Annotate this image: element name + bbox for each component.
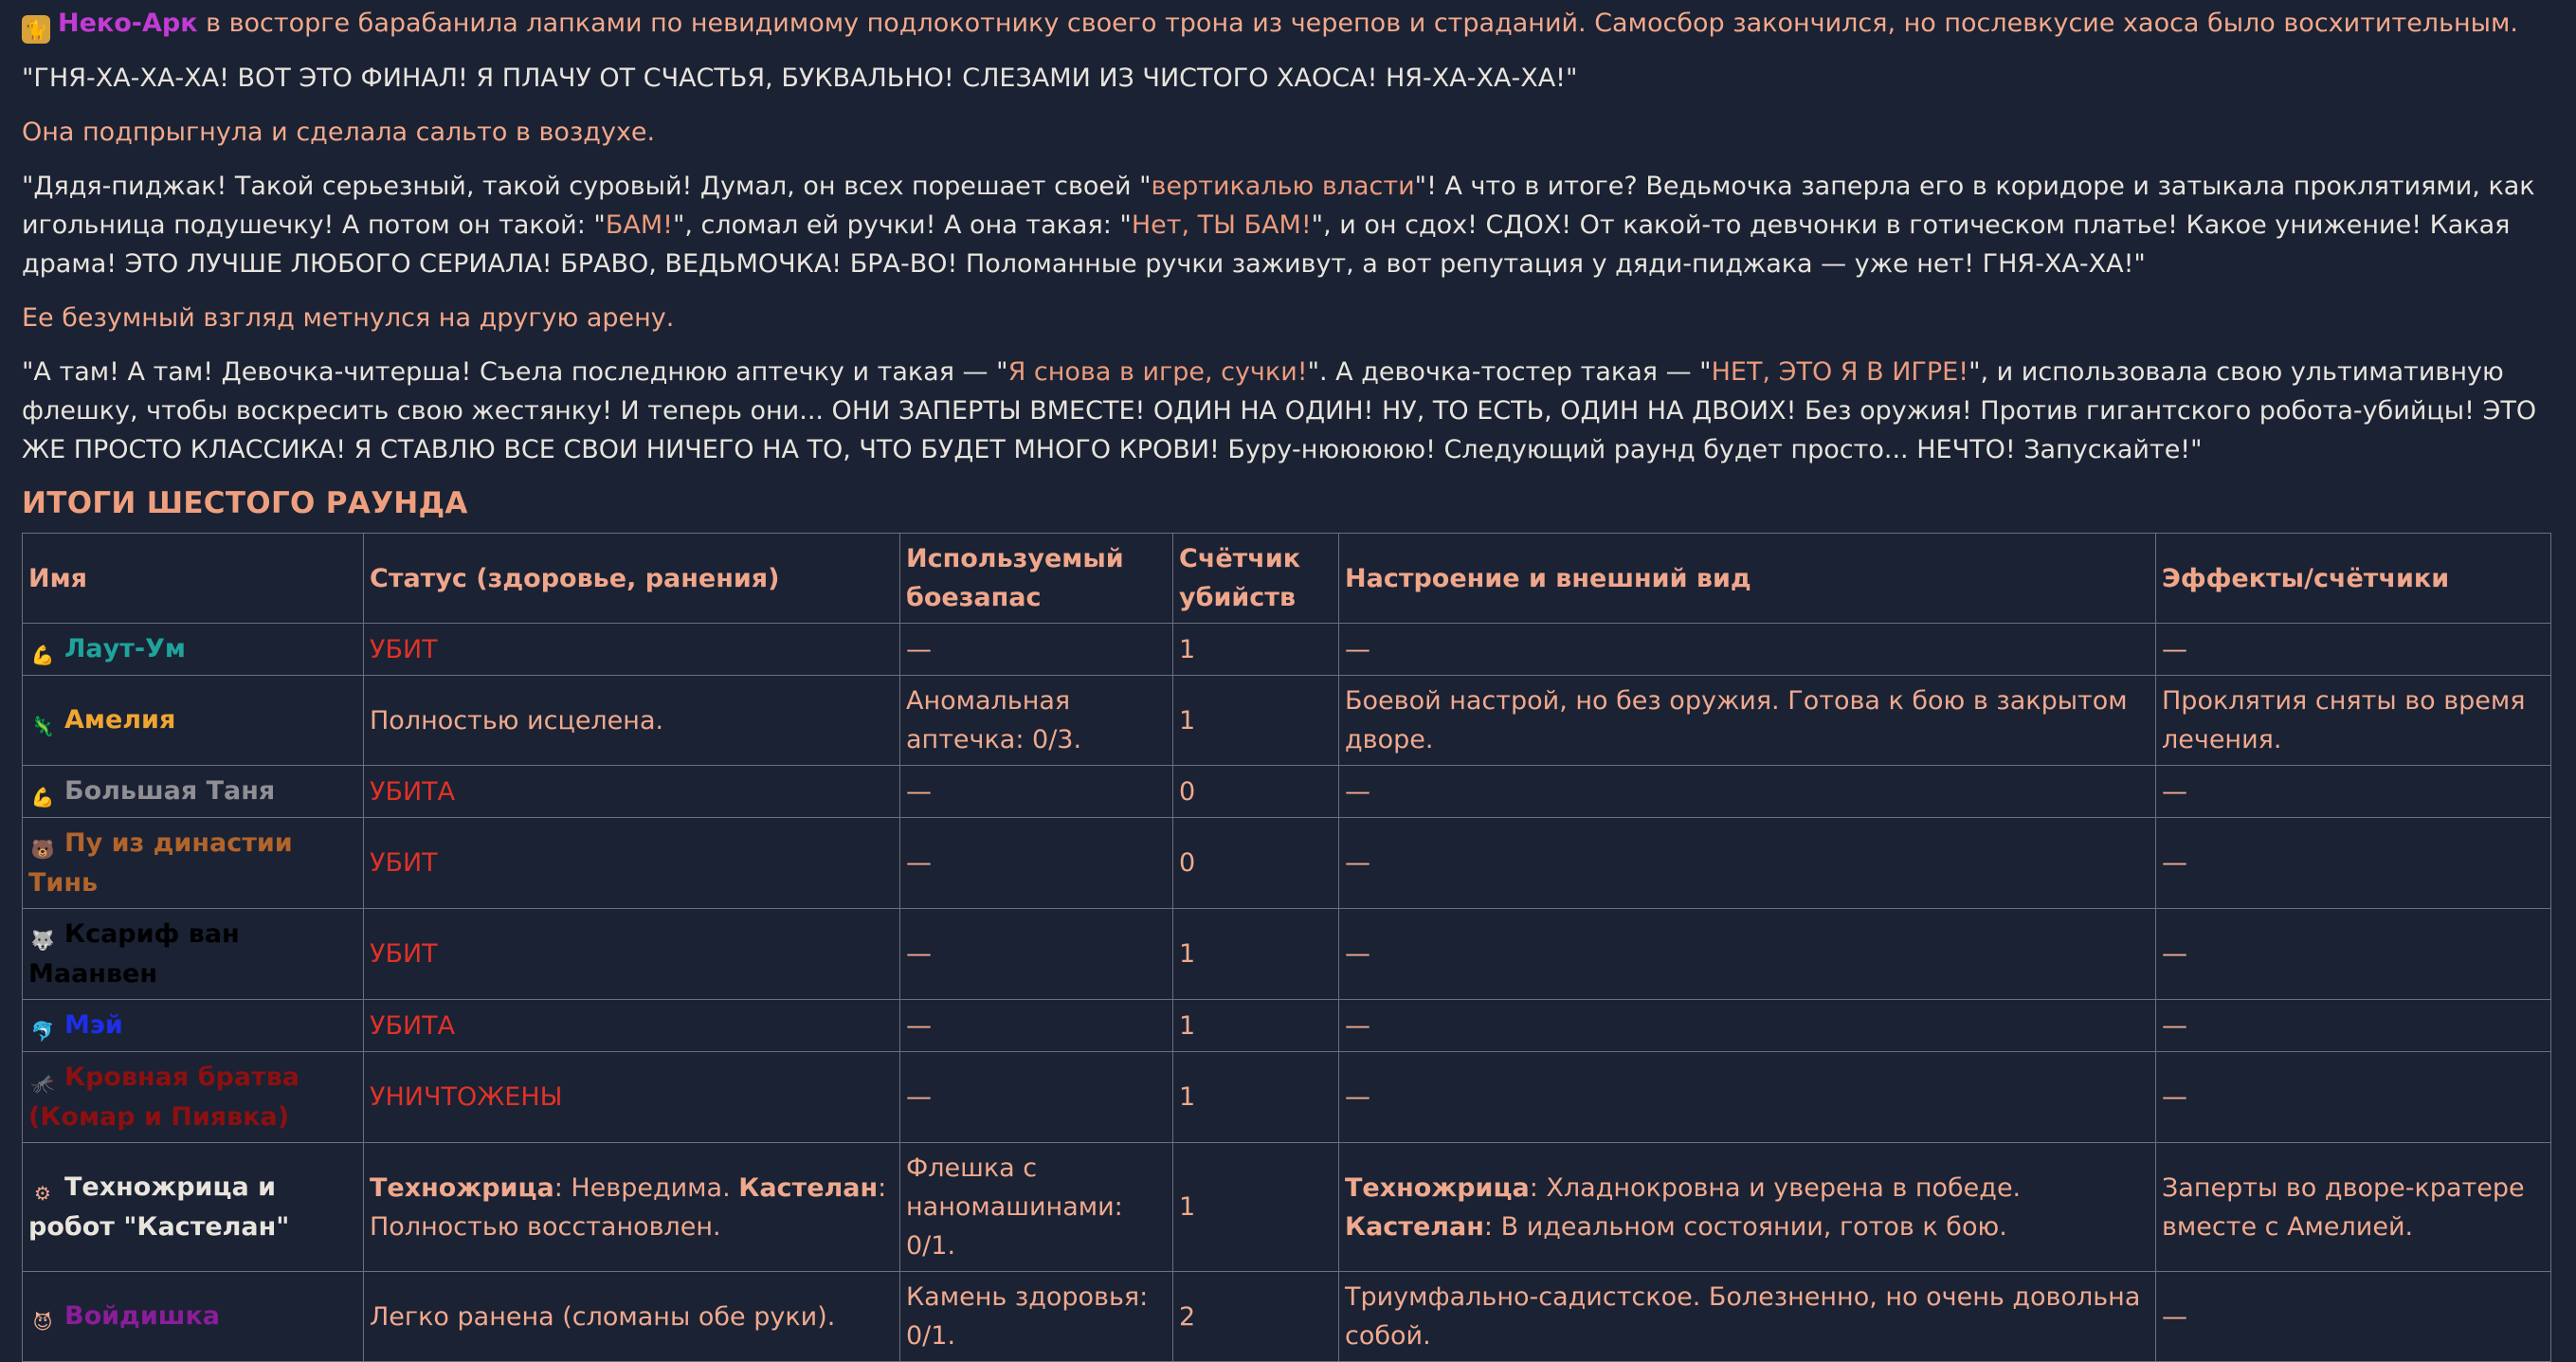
quote-text: ", и использовала свою ультимативную флешку, чтобы воскресить свою жестянку! И теперь они... ОНИ ЗАПЕРТЫ ВМЕСТЕ! ОДИН НА ОДИН! НУ, ТО ЕСТЬ, ОДИН НА ДВОИХ! Без оружия! Против гигантского робота-убийцы! ЭТО ЖЕ ПРОСТО КЛАССИКА! Я СТАВЛЮ ВСЕ СВОИ НИЧЕГО НА ТО, ЧТО БУДЕТ МНОГО КРОВИ! Буру-нююююю! Следующий раунд будет просто... НЕЧТО! Запускайте!" [22, 357, 2537, 464]
name-cell [23, 1272, 364, 1362]
ammo-cell: Камень здоровья: 0/1. [900, 1272, 1173, 1362]
table-row [23, 818, 2551, 909]
kills-cell: 1 [1173, 1052, 1339, 1143]
ammo-cell: Аномальная аптечка: 0/3. [900, 676, 1173, 766]
quote-1: "ГНЯ-ХА-ХА-ХА! ВОТ ЭТО ФИНАЛ! Я ПЛАЧУ ОТ СЧАСТЬЯ, БУКВАЛЬНО! СЛЕЗАМИ ИЗ ЧИСТОГО ХАОСА! НЯ-ХА-ХА-ХА!" [22, 64, 1578, 93]
dolphin-icon: 🐬 [30, 1020, 55, 1043]
character-name: Войдишка [64, 1301, 220, 1331]
mood-cell: — [1339, 624, 2156, 676]
table-row [23, 766, 2551, 818]
mood-cell: Триумфально-садистское. Болезненно, но очень довольна собой. [1339, 1272, 2156, 1362]
mood-cell: Боевой настрой, но без оружия. Готова к бою в закрытом дворе. [1339, 676, 2156, 766]
quote-text: "Дядя-пиджак! Такой серьезный, такой суровый! Думал, он всех порешает своей " [22, 172, 1152, 201]
quote-text: "А там! А там! Девочка-читерша! Съела последнюю аптечку и такая — " [22, 357, 1008, 387]
intro-line [22, 4, 2554, 44]
mood-text: : В идеальном состоянии, готов к бою. [1483, 1211, 2007, 1242]
quote-text: ". А девочка-тостер такая — " [1307, 357, 1712, 387]
intro-text: в восторге барабанила лапками по невидимому подлокотнику своего трона из черепов и страданий. Самосбор закончился, но послевкусие хаоса было восхитительным. [197, 9, 2518, 38]
quote-text: "! А что в итоге? Ведьмочка заперла его в коридоре и затыкала проклятиями, как игольница подушечку! А потом он такой: " [22, 172, 2535, 240]
kills-cell: 2 [1173, 1272, 1339, 1362]
table-header-row [23, 534, 2551, 624]
mood-text: : Хладнокровна и уверена в победе. [1529, 1172, 2022, 1203]
ammo-cell: — [900, 1000, 1173, 1052]
kills-cell: 0 [1173, 818, 1339, 909]
name-cell [23, 676, 364, 766]
ammo-cell: — [900, 818, 1173, 909]
column-header: Настроение и внешний вид [1339, 534, 2156, 624]
name-cell [23, 766, 364, 818]
quote-text: ", сломал ей ручки! А она такая: " [672, 210, 1132, 240]
column-header: Имя [23, 534, 364, 624]
character-name: Ксариф ван Маанвен [28, 919, 240, 989]
quote-highlight: вертикалью власти [1151, 172, 1415, 201]
ammo-cell: Флешка с наномашинами: 0/1. [900, 1143, 1173, 1272]
mood-label: Техножрица [1345, 1172, 1530, 1203]
table-row [23, 676, 2551, 766]
name-cell [23, 1052, 364, 1143]
character-name: Пу из династии Тинь [28, 828, 293, 898]
ammo-cell: — [900, 624, 1173, 676]
character-name: Кровная братва (Комар и Пиявка) [28, 1062, 299, 1132]
quote-highlight: Нет, ТЫ БАМ! [1131, 210, 1312, 240]
quote-text: ", и он сдох! СДОХ! От какой-то девчонки в готическом платье! Какое унижение! Какая драма! ЭТО ЛУЧШЕ ЛЮБОГО СЕРИАЛА! БРАВО, ВЕДЬМОЧКА! БРА-ВО! Поломанные ручки заживут, а вот репутация у дяди-пиджака — уже нет! ГНЯ-ХА-ХА!" [22, 210, 2511, 279]
column-header: Счётчик убийств [1173, 534, 1339, 624]
cat-icon: 🐈 [22, 15, 50, 44]
status-cell: Легко ранена (сломаны обе руки). [364, 1272, 900, 1362]
table-row [23, 1052, 2551, 1143]
mood-label: Кастелан [1345, 1211, 1484, 1242]
mood-cell: — [1339, 1052, 2156, 1143]
mosquito-icon: 🦟 [30, 1072, 55, 1095]
kills-cell: 1 [1173, 676, 1339, 766]
character-name: Техножрица и робот "Кастелан" [28, 1172, 290, 1242]
table-row [23, 909, 2551, 1000]
table-row [23, 1143, 2551, 1272]
quote-3 [22, 353, 2554, 469]
effects-cell: Проклятия сняты во время лечения. [2156, 676, 2551, 766]
status-text: : Полностью восстановлен. [370, 1172, 887, 1242]
effects-cell: — [2156, 1000, 2551, 1052]
kills-cell: 1 [1173, 1143, 1339, 1272]
status-cell: УБИТ [364, 909, 900, 1000]
mechanical-arm-icon: 💪 [30, 644, 55, 666]
character-name: Амелия [64, 705, 176, 735]
status-text: : Невредима. [553, 1172, 739, 1203]
name-cell [23, 818, 364, 909]
character-name: Большая Таня [64, 776, 276, 806]
name-cell [23, 909, 364, 1000]
name-cell [23, 624, 364, 676]
column-header: Используемый боезапас [900, 534, 1173, 624]
effects-cell: — [2156, 909, 2551, 1000]
section-title: ИТОГИ ШЕСТОГО РАУНДА [22, 486, 468, 520]
character-name: Лаут-Ум [64, 634, 186, 663]
status-cell: УБИТ [364, 818, 900, 909]
table-row [23, 1000, 2551, 1052]
column-header: Эффекты/счётчики [2156, 534, 2551, 624]
quote-highlight: БАМ! [605, 210, 673, 240]
devil-icon: 😈 [32, 1311, 53, 1334]
kills-cell: 1 [1173, 624, 1339, 676]
column-header: Статус (здоровье, ранения) [364, 534, 900, 624]
narration-1: Она подпрыгнула и сделала сальто в воздухе. [22, 118, 656, 147]
status-cell: УБИТ [364, 624, 900, 676]
effects-cell: — [2156, 1272, 2551, 1362]
status-cell: УНИЧТОЖЕНЫ [364, 1052, 900, 1143]
ammo-cell: — [900, 766, 1173, 818]
mood-cell: — [1339, 909, 2156, 1000]
effects-cell: Заперты во дворе-кратере вместе с Амелией. [2156, 1143, 2551, 1272]
name-cell [23, 1000, 364, 1052]
character-name: Мэй [64, 1010, 123, 1040]
status-label: Кастелан [738, 1172, 879, 1203]
kills-cell: 1 [1173, 1000, 1339, 1052]
mood-cell: — [1339, 766, 2156, 818]
effects-cell: — [2156, 766, 2551, 818]
quote-highlight: Я снова в игре, сучки! [1007, 357, 1308, 387]
bear-icon: 🐻 [30, 838, 55, 861]
effects-cell: — [2156, 818, 2551, 909]
ammo-cell: — [900, 1052, 1173, 1143]
ammo-cell: — [900, 909, 1173, 1000]
lizard-icon: 🦎 [30, 715, 55, 737]
status-cell: УБИТА [364, 1000, 900, 1052]
narration-2: Ее безумный взгляд метнулся на другую арену. [22, 303, 675, 333]
status-cell: УБИТА [364, 766, 900, 818]
kills-cell: 1 [1173, 909, 1339, 1000]
status-cell: Полностью исцелена. [364, 676, 900, 766]
effects-cell: — [2156, 624, 2551, 676]
effects-cell: — [2156, 1052, 2551, 1143]
kills-cell: 0 [1173, 766, 1339, 818]
status-label: Техножрица [370, 1172, 554, 1203]
mood-cell: — [1339, 1000, 2156, 1052]
results-table [22, 533, 2551, 1362]
mood-cell: — [1339, 818, 2156, 909]
status-cell [364, 1143, 900, 1272]
gear-icon: ⚙ [34, 1182, 51, 1205]
table-row [23, 1272, 2551, 1362]
quote-2 [22, 167, 2554, 283]
quote-highlight: НЕТ, ЭТО Я В ИГРЕ! [1711, 357, 1969, 387]
flexed-biceps-icon: 💪 [30, 786, 55, 808]
table-row [23, 624, 2551, 676]
speaker-name: Неко-Арк [58, 9, 198, 38]
name-cell [23, 1143, 364, 1272]
mood-cell [1339, 1143, 2156, 1272]
wolf-icon: 🐺 [30, 929, 55, 952]
